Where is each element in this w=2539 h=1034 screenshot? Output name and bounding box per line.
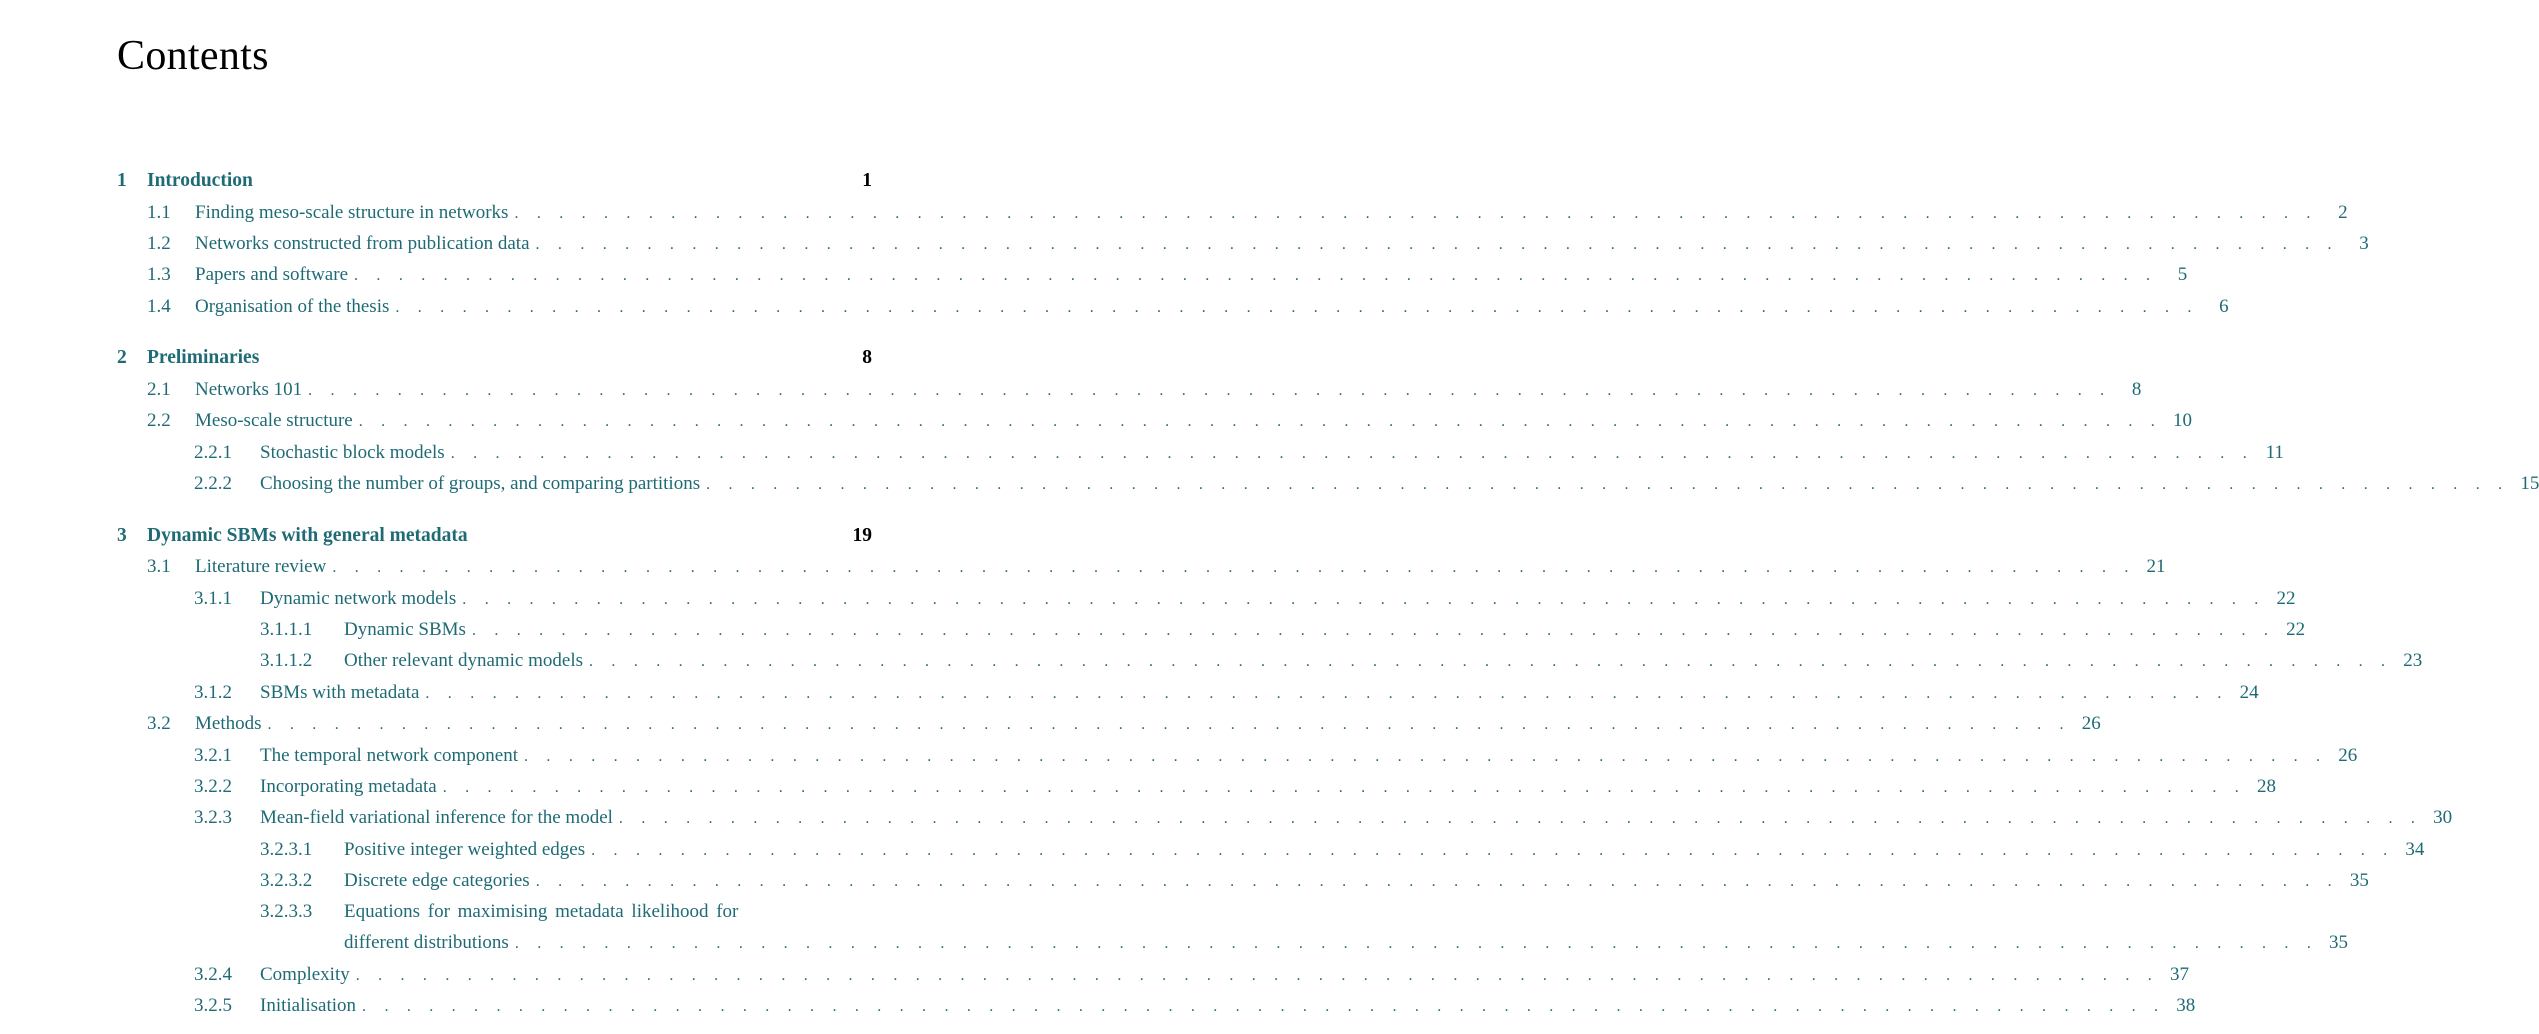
toc-entry[interactable] — [194, 744, 2358, 769]
toc-page-number: 24 — [2239, 682, 2259, 703]
toc-entry-number: 3.2.3.3 — [260, 901, 313, 922]
toc-entry[interactable] — [147, 295, 2229, 320]
toc-entry-title: Methods — [195, 713, 262, 734]
toc-entry-title: Dynamic network models — [260, 588, 457, 609]
toc-page-number: 6 — [2219, 296, 2229, 317]
toc-entry-number: 3.2.2 — [194, 776, 232, 797]
toc-entry[interactable] — [147, 409, 2192, 434]
toc-entry-number: 3.1.1.2 — [260, 650, 313, 671]
toc-entry-title: Organisation of the thesis — [195, 296, 390, 317]
toc-entry-title: The temporal network component — [260, 745, 519, 766]
toc-leader-dots: . . . . . . . . . . . . . . . . . . . . . . . . . . . . . . . . . . . . . . . . . . . . . . . . . . . . . . . . . . . . . . . . . . . . . . . . . . . . . . . . . — [362, 998, 2166, 1015]
toc-page-number: 11 — [2265, 442, 2284, 463]
page-title: Contents — [117, 33, 269, 79]
toc-entry-number: 3.2 — [147, 713, 171, 734]
toc-entry-title: Meso-scale structure — [195, 410, 353, 431]
toc-entry-title: Choosing the number of groups, and comparing partitions — [260, 473, 701, 494]
toc-entry-title: Mean-field variational inference for the model — [260, 807, 613, 828]
toc-leader-dots: . . . . . . . . . . . . . . . . . . . . . . . . . . . . . . . . . . . . . . . . . . . . . . . . . . . . . . . . . . . . . . . . . . . . . . . . . . . . . . . . . — [589, 653, 2393, 670]
toc-page-number: 21 — [2146, 556, 2166, 577]
toc-page-number: 22 — [2286, 619, 2306, 640]
toc-leader-dots: . . . . . . . . . . . . . . . . . . . . . . . . . . . . . . . . . . . . . . . . . . . . . . . . . . . . . . . . . . . . . . . . . . . . . . . . . . . . . . . . . — [355, 967, 2159, 984]
toc-entry-title: SBMs with metadata — [260, 682, 420, 703]
toc-entry-number: 1.2 — [147, 233, 171, 254]
toc-leader-dots: . . . . . . . . . . . . . . . . . . . . . . . . . . . . . . . . . . . . . . . . . . . . . . . . . . . . . . . . . . . . . . . . . . . . . . . . . . . . . . . . . — [358, 413, 2162, 430]
toc-entry[interactable] — [194, 806, 2453, 831]
toc-entry-number: 1.1 — [147, 202, 171, 223]
toc-entry-title: Papers and software — [195, 264, 349, 285]
toc-leader-dots: . . . . . . . . . . . . . . . . . . . . . . . . . . . . . . . . . . . . . . . . . . . . . . . . . . . . . . . . . . . . . . . . . . . . . . . . . . . . . . . . . — [332, 559, 2136, 576]
toc-entry-number: 3.1.1 — [194, 588, 232, 609]
toc-entry-title: Introduction — [147, 170, 253, 191]
toc-entry-number: 2.2 — [147, 410, 171, 431]
toc-entry-number: 1.3 — [147, 264, 171, 285]
toc-entry-number: 3.2.3.1 — [260, 839, 313, 860]
toc-page-number: 19 — [852, 525, 872, 546]
toc-chapter[interactable] — [117, 169, 872, 193]
toc-chapter[interactable] — [117, 524, 872, 548]
toc-entry-number: 1 — [117, 170, 127, 191]
toc-entry[interactable] — [147, 263, 2188, 288]
toc-leader-dots: . . . . . . . . . . . . . . . . . . . . . . . . . . . . . . . . . . . . . . . . . . . . . . . . . . . . . . . . . . . . . . . . . . . . . . . . . . . . . . . . . — [618, 810, 2423, 827]
toc-entry[interactable] — [260, 869, 2369, 894]
toc-entry[interactable] — [194, 681, 2259, 706]
toc-page-number: 38 — [2176, 995, 2196, 1016]
toc-entry-number: 3 — [117, 525, 127, 546]
toc-page-number: 35 — [2329, 932, 2349, 953]
toc-entry-title: Dynamic SBMs with general metadata — [147, 525, 468, 546]
toc-page-number: 26 — [2338, 745, 2358, 766]
toc-entry[interactable] — [194, 994, 2196, 1019]
toc-leader-dots: . . . . . . . . . . . . . . . . . . . . . . . . . . . . . . . . . . . . . . . . . . . . . . . . . . . . . . . . . . . . . . . . . . . . . . . . . . . . . . . . . — [706, 476, 2510, 493]
toc-page-number: 26 — [2081, 713, 2101, 734]
toc-entry[interactable] — [260, 900, 2349, 956]
toc-page-number: 15 — [2520, 473, 2539, 494]
toc-leader-dots: . . . . . . . . . . . . . . . . . . . . . . . . . . . . . . . . . . . . . . . . . . . . . . . . . . . . . . . . . . . . . . . . . . . . . . . . . . . . . . . . . — [591, 842, 2395, 859]
toc-entry[interactable] — [147, 555, 2166, 580]
toc-page-number: 28 — [2256, 776, 2276, 797]
toc-page-number: 22 — [2276, 588, 2296, 609]
toc-entry-title: Stochastic block models — [260, 442, 445, 463]
toc-entry-title-continued: different distributions — [344, 932, 509, 953]
toc-page-number: 3 — [2359, 233, 2369, 254]
toc-entry-title: Other relevant dynamic models — [344, 650, 584, 671]
toc-chapter[interactable] — [117, 346, 872, 370]
toc-entry-number: 3.2.3 — [194, 807, 232, 828]
toc-entry-number: 3.2.1 — [194, 745, 232, 766]
toc-leader-dots: . . . . . . . . . . . . . . . . . . . . . . . . . . . . . . . . . . . . . . . . . . . . . . . . . . . . . . . . . . . . . . . . . . . . . . . . . . . . . . . . . — [267, 716, 2071, 733]
toc-entry-number: 2.1 — [147, 379, 171, 400]
toc-leader-dots: . . . . . . . . . . . . . . . . . . . . . . . . . . . . . . . . . . . . . . . . . . . . . . . . . . . . . . . . . . . . . . . . . . . . . . . . . . . . . . . . . — [462, 591, 2266, 608]
toc-leader-dots: . . . . . . . . . . . . . . . . . . . . . . . . . . . . . . . . . . . . . . . . . . . . . . . . . . . . . . . . . . . . . . . . . . . . . . . . . . . . . . . . . — [535, 873, 2339, 890]
toc-page-number: 30 — [2433, 807, 2453, 828]
toc-entry-number: 2.2.2 — [194, 473, 232, 494]
toc-entry-number: 2 — [117, 347, 127, 368]
toc-entry-number: 3.2.4 — [194, 964, 232, 985]
toc-entry-title: Networks 101 — [195, 379, 303, 400]
toc-entry-number: 3.1 — [147, 556, 171, 577]
toc-page-number: 23 — [2403, 650, 2423, 671]
toc-page-number: 35 — [2349, 870, 2369, 891]
toc-entry[interactable] — [260, 618, 2306, 643]
toc-entry[interactable] — [147, 201, 2348, 226]
toc-entry-title: Literature review — [195, 556, 327, 577]
toc-page-number: 1 — [862, 170, 872, 191]
toc-page-number: 37 — [2169, 964, 2189, 985]
toc-entry[interactable] — [194, 775, 2276, 800]
toc-entry-number: 2.2.1 — [194, 442, 232, 463]
toc-entry[interactable] — [260, 649, 2423, 674]
toc-leader-dots: . . . . . . . . . . . . . . . . . . . . . . . . . . . . . . . . . . . . . . . . . . . . . . . . . . . . . . . . . . . . . . . . . . . . . . . . . . . . . . . . . — [442, 779, 2246, 796]
toc-page-number: 8 — [2131, 379, 2142, 400]
toc-entry[interactable] — [260, 838, 2425, 863]
toc-entry[interactable] — [147, 712, 2101, 737]
toc-entry-title: Networks constructed from publication data — [195, 233, 530, 254]
toc-leader-dots: . . . . . . . . . . . . . . . . . . . . . . . . . . . . . . . . . . . . . . . . . . . . . . . . . . . . . . . . . . . . . . . . . . . . . . . . . . . . . . . . . — [514, 205, 2318, 222]
toc-entry-title: Equations for maximising metadata likelihood for — [344, 901, 739, 922]
toc-entry-title: Preliminaries — [147, 347, 260, 368]
toc-page-number: 10 — [2172, 410, 2192, 431]
toc-page-number: 2 — [2338, 202, 2348, 223]
toc-entry[interactable] — [147, 232, 2369, 257]
toc-leader-dots: . . . . . . . . . . . . . . . . . . . . . . . . . . . . . . . . . . . . . . . . . . . . . . . . . . . . . . . . . . . . . . . . . . . . . . . . . . . . . . . . . — [395, 299, 2199, 316]
toc-leader-dots: . . . . . . . . . . . . . . . . . . . . . . . . . . . . . . . . . . . . . . . . . . . . . . . . . . . . . . . . . . . . . . . . . . . . . . . . . . . . . . . . . — [514, 935, 2319, 952]
toc-entry[interactable] — [194, 441, 2284, 466]
toc-entry-number: 1.4 — [147, 296, 171, 317]
toc-entry-number: 3.1.1.1 — [260, 619, 313, 640]
toc-page-number: 8 — [862, 347, 872, 368]
toc-entry-title: Incorporating metadata — [260, 776, 437, 797]
toc-leader-dots: . . . . . . . . . . . . . . . . . . . . . . . . . . . . . . . . . . . . . . . . . . . . . . . . . . . . . . . . . . . . . . . . . . . . . . . . . . . . . . . . . — [425, 685, 2229, 702]
toc-entry-title: Dynamic SBMs — [344, 619, 466, 640]
toc-entry[interactable] — [194, 472, 2539, 497]
toc-leader-dots: . . . . . . . . . . . . . . . . . . . . . . . . . . . . . . . . . . . . . . . . . . . . . . . . . . . . . . . . . . . . . . . . . . . . . . . . . . . . . . . . . — [450, 445, 2254, 462]
toc-entry-title: Initialisation — [260, 995, 357, 1016]
toc-leader-dots: . . . . . . . . . . . . . . . . . . . . . . . . . . . . . . . . . . . . . . . . . . . . . . . . . . . . . . . . . . . . . . . . . . . . . . . . . . . . . . . . . — [354, 267, 2158, 284]
toc-leader-dots: . . . . . . . . . . . . . . . . . . . . . . . . . . . . . . . . . . . . . . . . . . . . . . . . . . . . . . . . . . . . . . . . . . . . . . . . . . . . . . . . . — [471, 622, 2276, 639]
toc-entry[interactable] — [194, 963, 2189, 988]
toc-entry-title: Complexity — [260, 964, 350, 985]
toc-entry[interactable] — [147, 378, 2142, 403]
toc-entry-number: 3.2.5 — [194, 995, 232, 1016]
toc-leader-dots: . . . . . . . . . . . . . . . . . . . . . . . . . . . . . . . . . . . . . . . . . . . . . . . . . . . . . . . . . . . . . . . . . . . . . . . . . . . . . . . . . — [535, 236, 2339, 253]
toc-leader-dots: . . . . . . . . . . . . . . . . . . . . . . . . . . . . . . . . . . . . . . . . . . . . . . . . . . . . . . . . . . . . . . . . . . . . . . . . . . . . . . . . . — [524, 748, 2328, 765]
toc-page-number: 5 — [2177, 264, 2188, 285]
toc-entry-title: Finding meso-scale structure in networks — [195, 202, 509, 223]
toc-entry-number: 3.1.2 — [194, 682, 232, 703]
toc-entry-title: Discrete edge categories — [344, 870, 530, 891]
toc-entry[interactable] — [194, 587, 2296, 612]
toc-entry-number: 3.2.3.2 — [260, 870, 313, 891]
toc-page-number: 34 — [2405, 839, 2425, 860]
toc-leader-dots: . . . . . . . . . . . . . . . . . . . . . . . . . . . . . . . . . . . . . . . . . . . . . . . . . . . . . . . . . . . . . . . . . . . . . . . . . . . . . . . . . — [308, 382, 2112, 399]
toc-entry-title: Positive integer weighted edges — [344, 839, 586, 860]
